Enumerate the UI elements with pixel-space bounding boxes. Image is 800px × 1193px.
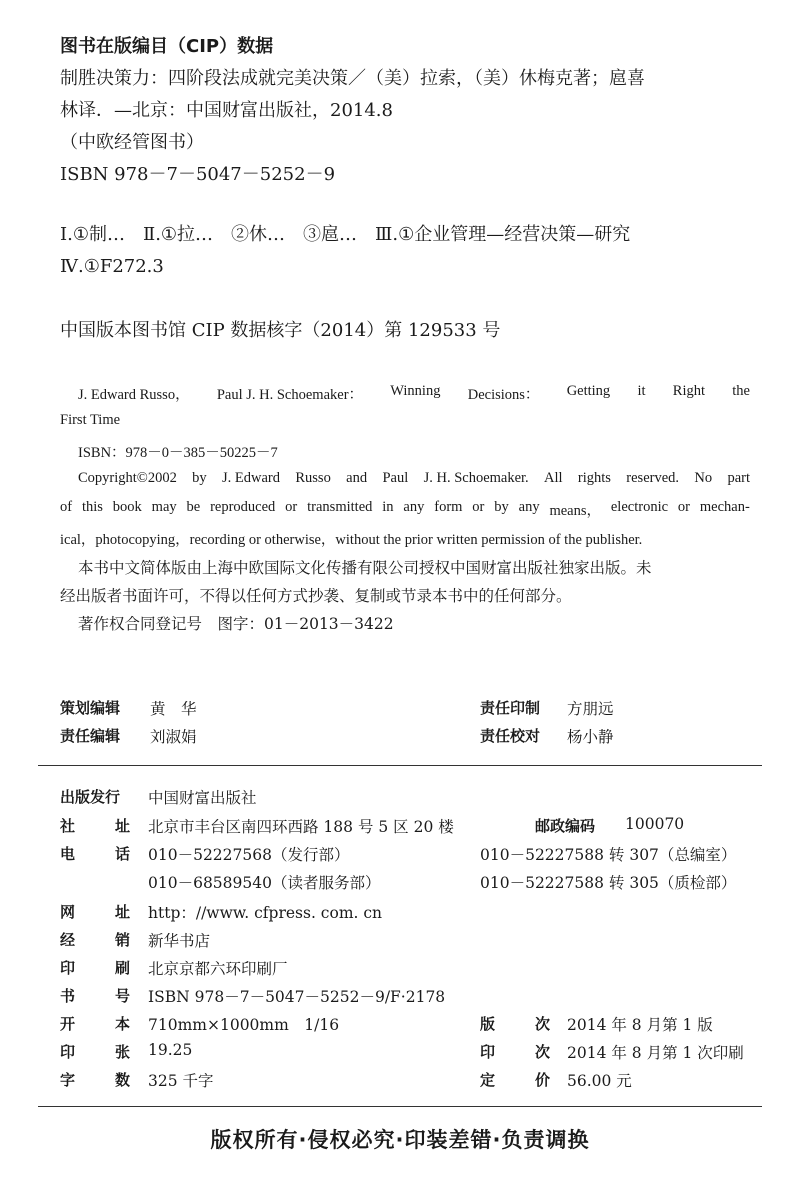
label-char: 刷 bbox=[114, 959, 130, 977]
sheets: 19.25 bbox=[148, 1041, 193, 1059]
postcode-label: 邮政编码 bbox=[535, 817, 596, 835]
original-title-word: Paul J. H. Schoemaker： bbox=[216, 387, 364, 403]
planning-editor: 黄 华 bbox=[150, 700, 197, 718]
label-char: 销 bbox=[114, 931, 130, 949]
responsible-editor: 刘淑娟 bbox=[150, 728, 197, 746]
copyright-contract-number: 著作权合同登记号 图字：01－2013－3422 bbox=[78, 615, 394, 633]
section-divider bbox=[38, 765, 762, 766]
publisher-label: 出版发行 bbox=[60, 788, 121, 806]
license-note-line-2: 经出版者书面许可，不得以任何方式抄袭、复制或节录本书中的任何部分。 bbox=[60, 587, 572, 605]
copyright-word: J. Edward bbox=[222, 470, 281, 486]
label-char: 网 bbox=[60, 903, 76, 921]
cip-classification-line-2: Ⅳ.①F272.3 bbox=[60, 256, 164, 277]
label-char: 书 bbox=[60, 987, 76, 1005]
address-label bbox=[60, 815, 130, 836]
label-char: 本 bbox=[114, 1015, 130, 1033]
copyright-word: No bbox=[694, 470, 713, 486]
website: http：//www. cfpress. com. cn bbox=[148, 904, 383, 922]
label-char: 址 bbox=[114, 903, 130, 921]
original-title-word: Decisions： bbox=[467, 387, 540, 403]
label-char: 印 bbox=[60, 1043, 76, 1061]
copyright-word: reproduced bbox=[210, 499, 276, 515]
copyright-word: in bbox=[382, 499, 394, 515]
responsible-editor-label: 责任编辑 bbox=[60, 727, 121, 745]
planning-editor-label: 策划编辑 bbox=[60, 699, 121, 717]
label-char: 社 bbox=[60, 817, 76, 835]
copyright-word: All bbox=[544, 470, 563, 486]
copyright-word: this bbox=[81, 499, 103, 515]
label-char: 版 bbox=[480, 1015, 496, 1033]
format: 710mm×1000mm 1/16 bbox=[148, 1016, 340, 1034]
cip-series: （中欧经管图书） bbox=[60, 132, 204, 153]
copyright-word: by bbox=[494, 499, 509, 515]
copyright-word: Russo bbox=[295, 470, 331, 486]
original-title-line bbox=[78, 383, 750, 404]
copyright-word: of bbox=[60, 499, 73, 515]
printing-supervisor: 方朋远 bbox=[567, 700, 614, 718]
copyright-line-1 bbox=[78, 470, 750, 487]
distributor-label bbox=[60, 929, 130, 950]
proofreader-label: 责任校对 bbox=[480, 727, 541, 745]
label-char: 号 bbox=[114, 987, 130, 1005]
word-count: 325 千字 bbox=[148, 1072, 214, 1090]
copyright-word: be bbox=[186, 499, 201, 515]
copyright-word: may bbox=[151, 499, 177, 515]
price-label bbox=[480, 1069, 550, 1090]
sheets-label bbox=[60, 1041, 130, 1062]
printer: 北京京都六环印刷厂 bbox=[148, 960, 288, 978]
label-char: 张 bbox=[114, 1043, 130, 1061]
phone-quality: 010－52227588 转 305（质检部） bbox=[480, 874, 737, 892]
copyright-slogan: 版权所有·侵权必究·印装差错·负责调换 bbox=[210, 1128, 590, 1152]
impression-label bbox=[480, 1041, 550, 1062]
printer-label bbox=[60, 957, 130, 978]
label-char: 印 bbox=[480, 1043, 496, 1061]
copyright-word: electronic bbox=[610, 499, 669, 515]
distributor: 新华书店 bbox=[148, 932, 211, 950]
original-title-word: the bbox=[732, 383, 750, 399]
label-char: 价 bbox=[534, 1071, 550, 1089]
copyright-word: by bbox=[192, 470, 207, 486]
cip-line-2: 林译．—北京：中国财富出版社，2014.8 bbox=[60, 100, 393, 121]
address: 北京市丰台区南四环西路 188 号 5 区 20 楼 bbox=[148, 818, 454, 836]
copyright-word: means， bbox=[549, 503, 601, 519]
postcode: 100070 bbox=[625, 815, 685, 833]
proofreader: 杨小静 bbox=[567, 728, 614, 746]
copyright-word: form bbox=[434, 499, 463, 515]
phone-reader-service: 010－68589540（读者服务部） bbox=[148, 874, 381, 892]
copyright-line-3: ical，photocopying，recording or otherwise，without the prior written permission of the publisher. bbox=[60, 532, 643, 548]
label-char: 印 bbox=[60, 959, 76, 977]
label-char: 经 bbox=[60, 931, 76, 949]
phone-sales: 010－52227568（发行部） bbox=[148, 846, 350, 864]
original-title-word: it bbox=[637, 383, 646, 399]
cip-verification: 中国版本图书馆 CIP 数据核字（2014）第 129533 号 bbox=[60, 320, 501, 341]
edition: 2014 年 8 月第 1 版 bbox=[567, 1016, 713, 1034]
price: 56.00 元 bbox=[567, 1072, 632, 1090]
copyright-word: part bbox=[727, 470, 750, 486]
phone-editorial: 010－52227588 转 307（总编室） bbox=[480, 846, 737, 864]
original-isbn: ISBN：978－0－385－50225－7 bbox=[78, 445, 278, 461]
impression: 2014 年 8 月第 1 次印刷 bbox=[567, 1044, 744, 1062]
publisher: 中国财富出版社 bbox=[148, 789, 257, 807]
copyright-word: transmitted bbox=[307, 499, 373, 515]
copyright-line-2 bbox=[60, 499, 750, 520]
label-char: 次 bbox=[534, 1015, 550, 1033]
label-char: 址 bbox=[114, 817, 130, 835]
printing-supervisor-label: 责任印制 bbox=[480, 699, 541, 717]
label-char: 话 bbox=[114, 845, 130, 863]
copyright-word: book bbox=[112, 499, 142, 515]
copyright-word: Paul bbox=[382, 470, 409, 486]
label-char: 字 bbox=[60, 1071, 76, 1089]
section-divider bbox=[38, 1106, 762, 1107]
copyright-word: J. H. Schoemaker. bbox=[423, 470, 529, 486]
copyright-word: any bbox=[518, 499, 540, 515]
original-title-word: Getting bbox=[566, 383, 611, 399]
book-number-label bbox=[60, 985, 130, 1006]
copyright-word: mechan- bbox=[699, 499, 750, 515]
license-note-line-1: 本书中文简体版由上海中欧国际文化传播有限公司授权中国财富出版社独家出版。未 bbox=[78, 559, 652, 577]
cip-classification-line-1: Ⅰ.①制… Ⅱ.①拉… ②休… ③扈… Ⅲ.①企业管理—经营决策—研究 bbox=[60, 224, 631, 245]
label-char: 开 bbox=[60, 1015, 76, 1033]
label-char: 数 bbox=[114, 1071, 130, 1089]
book-number: ISBN 978－7－5047－5252－9/F·2178 bbox=[148, 988, 446, 1006]
copyright-word: rights bbox=[577, 470, 611, 486]
copyright-word: and bbox=[346, 470, 368, 486]
format-label bbox=[60, 1013, 130, 1034]
copyright-word: Copyright©2002 bbox=[78, 470, 177, 486]
cip-heading: 图书在版编目（CIP）数据 bbox=[60, 36, 274, 57]
cip-isbn: ISBN 978－7－5047－5252－9 bbox=[60, 164, 336, 185]
cip-line-1: 制胜决策力：四阶段法成就完美决策／（美）拉索，（美）休梅克著；扈喜 bbox=[60, 68, 645, 89]
copyright-word: or bbox=[472, 499, 485, 515]
label-char: 电 bbox=[60, 845, 76, 863]
label-char: 次 bbox=[534, 1043, 550, 1061]
copyright-word: or bbox=[677, 499, 691, 515]
copyright-word: any bbox=[403, 499, 425, 515]
edition-label bbox=[480, 1013, 550, 1034]
original-title-word: Right bbox=[672, 383, 706, 399]
original-title-word: Winning bbox=[390, 383, 441, 399]
word-count-label bbox=[60, 1069, 130, 1090]
website-label bbox=[60, 901, 130, 922]
label-char: 定 bbox=[480, 1071, 496, 1089]
copyright-word: reserved. bbox=[626, 470, 680, 486]
original-title-line-2: First Time bbox=[60, 412, 121, 428]
copyright-word: or bbox=[285, 499, 298, 515]
original-title-word: J. Edward Russo， bbox=[78, 387, 190, 403]
phone-label bbox=[60, 843, 130, 864]
